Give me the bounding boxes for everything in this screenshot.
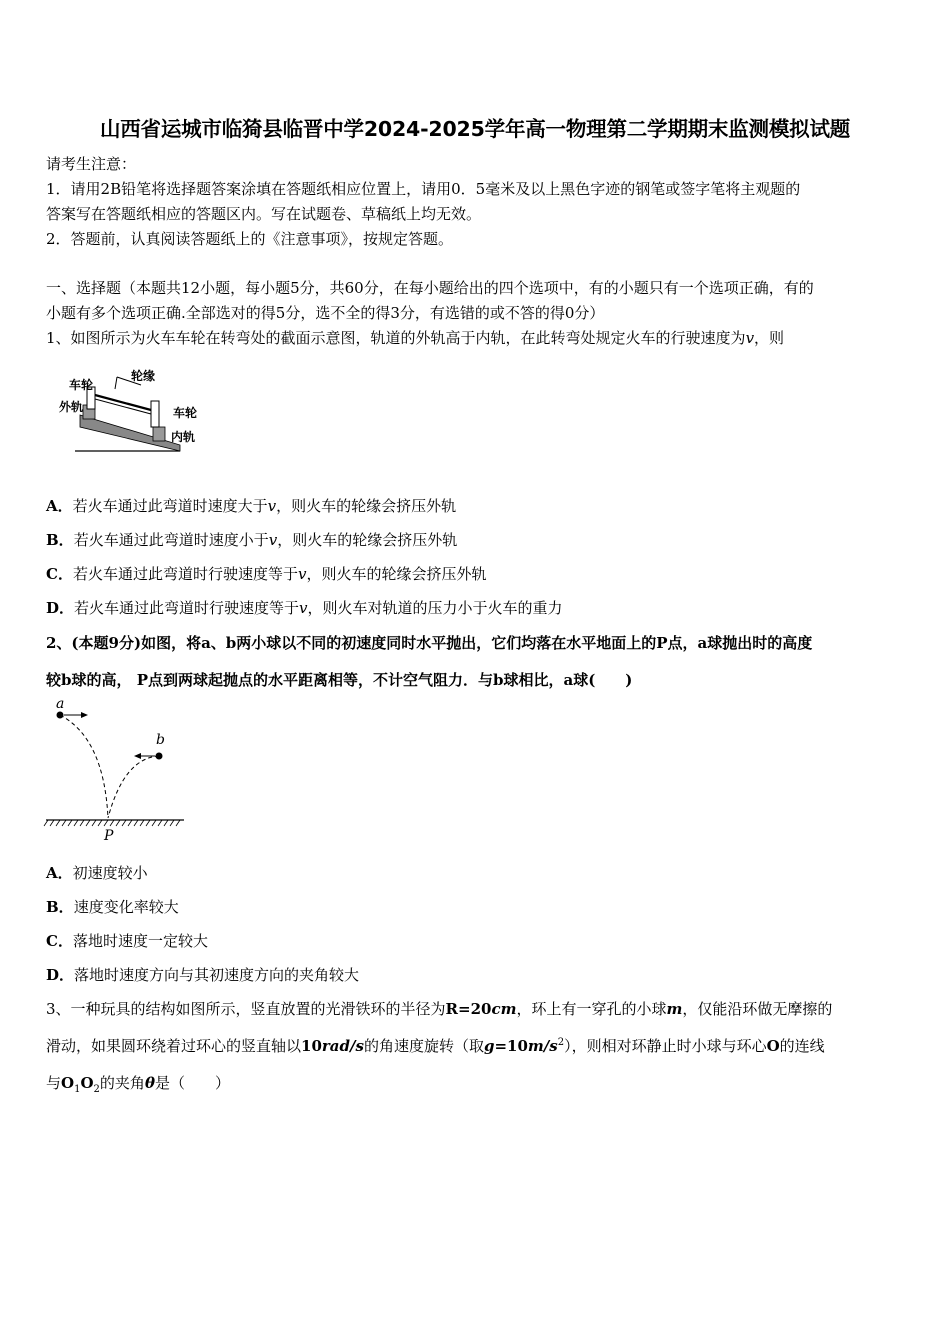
q1-option-c: C．若火车通过此弯道时行驶速度等于v，则火车的轮缘会挤压外轨 [46, 565, 487, 583]
notice-item-1-cont: 答案写在答题纸相应的答题区内。写在试题卷、草稿纸上均无效。 [46, 205, 482, 223]
page-title: 山西省运城市临猗县临晋中学2024-2025学年高一物理第二学期期末监测模拟试题 [99, 117, 851, 141]
label-outer-rail: 外轨 [59, 400, 84, 414]
label-wheel-left: 车轮 [69, 378, 94, 392]
label-b: b [156, 732, 165, 748]
q2-stem-cont: 较b球的高， P点到两球起抛点的水平距离相等，不计空气阻力．与b球相比，a球( ) [46, 671, 633, 689]
label-wheel-right: 车轮 [173, 406, 198, 420]
q1-option-a: A．若火车通过此弯道时速度大于v，则火车的轮缘会挤压外轨 [46, 497, 457, 515]
notice-item-1: 1．请用2B铅笔将选择题答案涂填在答题纸相应位置上，请用0．5毫米及以上黑色字迹的钢笔或签字笔将主观题的 [46, 180, 801, 198]
label-a: a [56, 696, 65, 712]
notice-heading: 请考生注意： [46, 155, 137, 173]
q3-stem-cont: 滑动，如果圆环绕着过环心的竖直轴以10rad/s的角速度旋转（取$g=10m/s^2$），则相对环静止时小球与环心O的连线 [46, 1037, 825, 1055]
q3-stem: 3、一种玩具的结构如图所示，竖直放置的光滑铁环的半径为R=20cm，环上有一穿孔的小球m，仅能沿环做无摩擦的 [46, 1000, 833, 1018]
q2-option-d: D．落地时速度方向与其初速度方向的夹角较大 [46, 966, 360, 984]
q2-option-c: C．落地时速度一定较大 [46, 932, 208, 950]
label-flange: 轮缘 [131, 369, 156, 383]
q2-projectile-figure [44, 698, 189, 846]
label-p: P [104, 828, 114, 844]
q1-option-d: D．若火车通过此弯道时行驶速度等于v，则火车对轨道的压力小于火车的重力 [46, 599, 563, 617]
q2-option-a: A．初速度较小 [46, 864, 148, 882]
q1-stem: 1、如图所示为火车车轮在转弯处的截面示意图，轨道的外轨高于内轨，在此转弯处规定火车的行驶速度为v，则 [46, 329, 785, 347]
q3-stem-end: 与$O_1O_2$的夹角θ是（ ） [46, 1074, 230, 1095]
section-heading-cont: 小题有多个选项正确.全部选对的得5分，选不全的得3分，有选错的或不答的得0分） [46, 304, 605, 322]
q2-option-b: B．速度变化率较大 [46, 898, 179, 916]
q1-train-wheel-figure [55, 365, 205, 457]
section-heading: 一、选择题（本题共12小题，每小题5分，共60分，在每小题给出的四个选项中，有的小题只有一个选项正确，有的 [46, 279, 814, 297]
notice-item-2: 2．答题前，认真阅读答题纸上的《注意事项》，按规定答题。 [46, 230, 454, 248]
q2-stem: 2、(本题9分)如图，将a、b两小球以不同的初速度同时水平抛出，它们均落在水平地面上的P点，a球抛出时的高度 [46, 634, 813, 652]
q1-option-b: B．若火车通过此弯道时速度小于v，则火车的轮缘会挤压外轨 [46, 531, 458, 549]
label-inner-rail: 内轨 [171, 430, 196, 444]
